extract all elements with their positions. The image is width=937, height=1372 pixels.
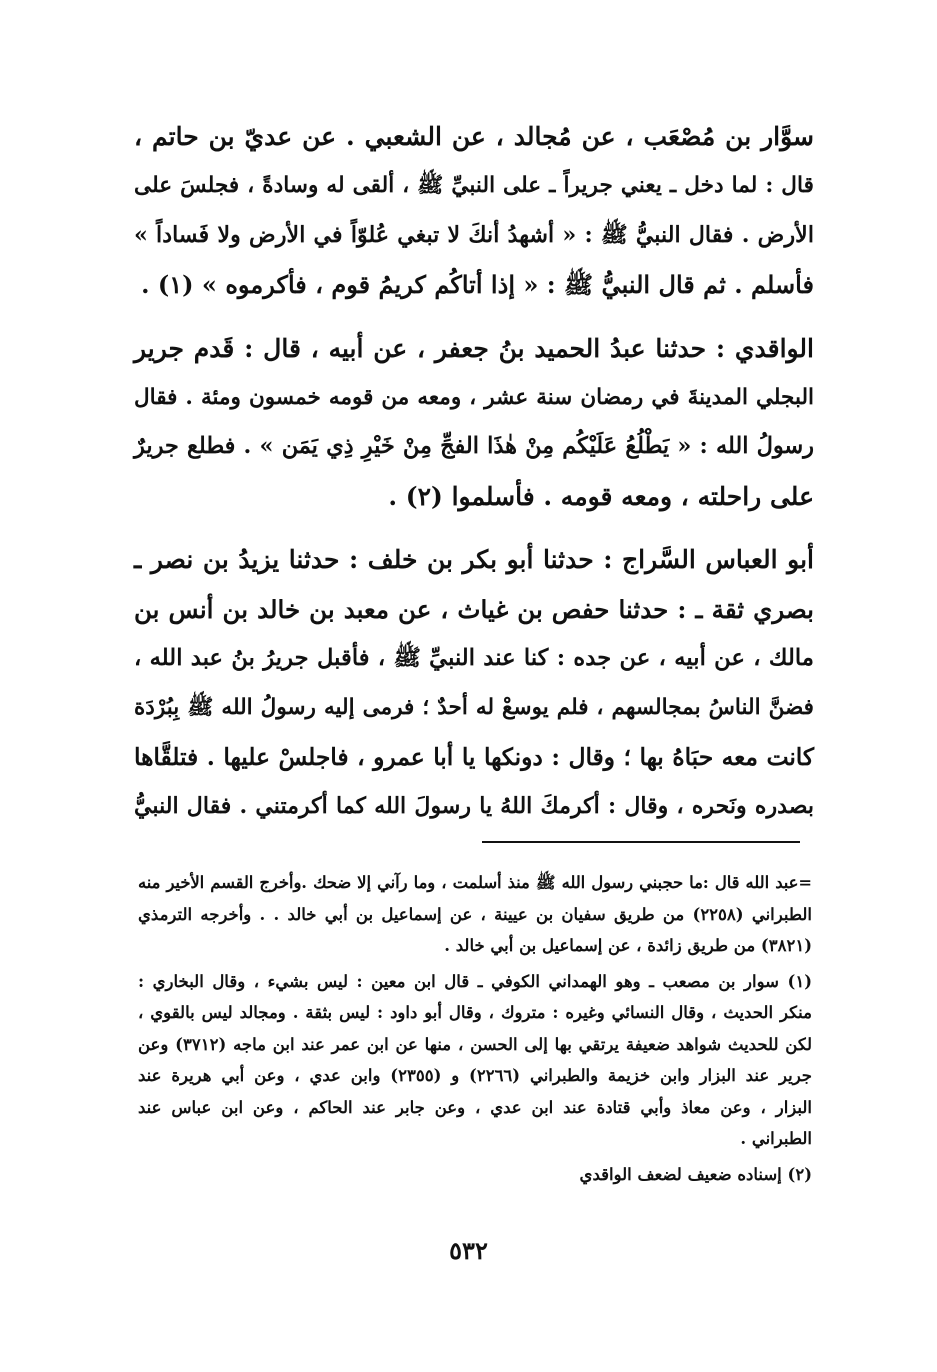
text-line: بصدره ونَحره ، وقال : أكرمكَ اللهُ يا رسولَ الله كما أكرمتني . فقال النبيُّ xyxy=(134,793,814,820)
footnote-line: (١) سوار بن مصعب ـ وهو الهمداني الكوفي ـ قال ابن معين : ليس بشيء ، وقال البخاري : xyxy=(138,971,812,991)
text-line: فضنَّ الناسُ بمجالسهم ، فلم يوسعْ له أحدٌ ؛ فرمى إليه رسولُ الله ﷺ بِبُرْدَة xyxy=(134,695,814,721)
main-text xyxy=(134,112,814,832)
text-line: كانت معه حبَاهُ بها ؛ وقال : دونكها يا أبا عمرو ، فاجلسْ عليها . فتلقَّاها xyxy=(134,743,814,771)
footnote-continuation xyxy=(138,867,812,962)
footnote-separator xyxy=(482,841,800,843)
footnote-2 xyxy=(138,1159,812,1191)
footnote-line: الطبراني . xyxy=(740,1129,812,1148)
page-number: ٥٣٢ xyxy=(449,1236,488,1265)
text-line: سوَّار بن مُصْعَب ، عن مُجالد ، عن الشعبي . عن عديّ بن حاتم ، xyxy=(134,122,814,151)
paragraph-1 xyxy=(134,112,814,310)
footnote-line: جرير عند البزار وابن خزيمة والطبراني (٢٢٦٦) و (٢٣٥٥) وابن عدي ، وعن أبي هريرة عند xyxy=(138,1066,813,1085)
text-line: فأسلم . ثم قال النبيُّ ﷺ : « إذا أتاكُم كريمُ قوم ، فأكرموه » (١) . xyxy=(141,270,814,300)
footnote-line: (٣٨٢١) من طريق زائدة ، عن إسماعيل بن أبي خالد . xyxy=(444,936,812,955)
paragraph-3 xyxy=(134,535,814,831)
footnote-line: منكر الحديث ، وقال النسائي وغيره : متروك ، وقال أبو داود : ليس بثقة . ومجالد ليس بالقوي ، xyxy=(138,1003,812,1022)
text-line: بصري ثقة ـ : حدثنا حفص بن غياث ، عن معبد بن خالد بن أنس بن xyxy=(134,594,814,624)
footnote-line: الطبراني (٢٢٥٨) من طريق سفيان بن عيينة ، عن إسماعيل بن أبي خالد . . وأخرجه الترمذي xyxy=(138,904,812,924)
text-line: أبو العباس السَّراج : حدثنا أبو بكر بن خلف : حدثنا يزيدُ بن نصر ـ xyxy=(134,545,814,575)
text-line: رسولُ الله : « يَطْلُعُ عَلَيْكُم مِنْ هٰذَا الفجِّ مِنْ خَيْرِ ذِي يَمَن » . فطلع جريرٌ xyxy=(134,433,814,460)
text-line: مالك ، عن أبيه ، عن جده : كنا عند النبيِّ ﷺ ، فأقبل جريرُ بنُ عبد الله ، xyxy=(134,645,814,672)
footnote-line: البزار ، وعن معاذ وأبي قتادة عند ابن عدي ، وعن جابر عند الحاكم ، وعن ابن عباس عند xyxy=(138,1097,812,1117)
footnote-line: لكن للحديث شواهد ضعيفة يرتقي بها إلى الحسن ، منها عن ابن عمر عند ابن ماجه (٣٧١٢) وعن xyxy=(138,1034,812,1054)
footnote-1 xyxy=(138,966,812,1155)
text-line: البجلي المدينةَ في رمضان سنة عشر ، ومعه من قومه خمسون ومئة . فقال xyxy=(134,385,814,411)
footnote-line: (٢) إسناده ضعيف لضعف الواقدي xyxy=(579,1164,812,1184)
footnotes xyxy=(138,867,812,1190)
text-line: الأرض . فقال النبيُّ ﷺ : « أشهدُ أنكَ لا تبغي عُلوّاً في الأرض ولا فَساداً » xyxy=(134,221,814,248)
text-line: قال : لما دخل ـ يعني جريراً ـ على النبيِّ ﷺ ، ألقى له وسادةً ، فجلسَ على xyxy=(134,173,814,199)
text-line: الواقدي : حدثنا عبدُ الحميد بنُ جعفر ، عن أبيه ، قال : قَدم جرير xyxy=(134,333,814,363)
text-line: على راحلته ، ومعه قومه . فأسلموا (٢) . xyxy=(388,481,814,511)
footnote-line: =عبد الله قال :ما حجبني رسول الله ﷺ منذ أسلمت ، وما رآني إلا ضحك .وأخرج القسم الأخير منه xyxy=(138,873,812,892)
paragraph-2 xyxy=(134,324,814,522)
